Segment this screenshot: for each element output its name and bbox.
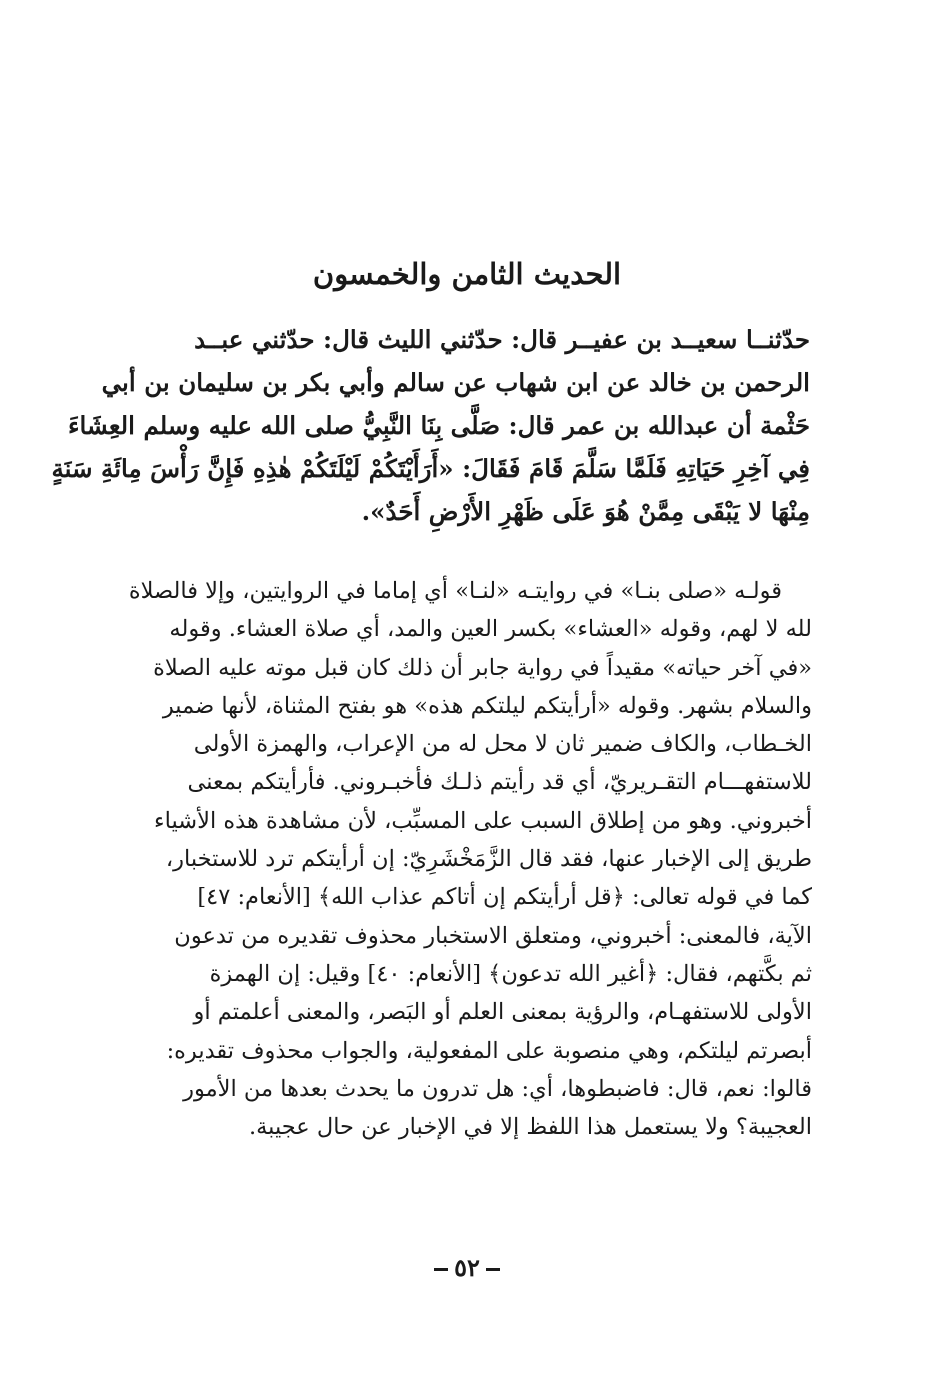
page-number [0, 1248, 934, 1288]
dash-decoration [486, 1268, 500, 1271]
dash-decoration [434, 1268, 448, 1271]
commentary-line: «في آخر حياته» مقيداً في رواية جابر أن ذلك كان قبل موته عليه الصلاة [153, 654, 812, 681]
commentary-line: قالوا: نعم، قال: فاضبطوها، أي: هل تدرون ما يحدث بعدها من الأمور [183, 1075, 812, 1102]
commentary-line: كما في قوله تعالى: ﴿قل أرأيتكم إن أتاكم عذاب الله﴾ [الأنعام: ٤٧] [197, 884, 812, 911]
hadith-line: حَثْمة أن عبدالله بن عمر قال: صَلَّى بِنَا النَّبِيُّ صلى الله عليه وسلم العِشَاءَ [67, 411, 810, 440]
commentary-line: أبصرتم ليلتكم، وهي منصوبة على المفعولية، والجواب محذوف تقديره: [166, 1037, 812, 1064]
commentary-text [128, 572, 812, 1146]
hadith-text [51, 318, 810, 533]
commentary-line: قولـه «صلى بنـا» في روايتـه «لنـا» أي إماما في الروايتين، وإلا فالصلاة [128, 578, 782, 604]
commentary-line: طريق إلى الإخبار عنها، فقد قال الزَّمَخْشَرِيّ: إن أرأيتكم ترد للاستخبار، [165, 846, 812, 873]
hadith-line: حدّثنــا سعيــد بن عفيــر قال: حدّثني الليث قال: حدّثني عبــد [194, 325, 810, 354]
hadith-line: الرحمن بن خالد عن ابن شهاب عن سالم وأبي بكر بن سليمان بن أبي [101, 368, 810, 397]
hadith-line: مِنْهَا لا يَبْقَى مِمَّنْ هُوَ عَلَى ظَهْرِ الأَرْضِ أَحَدٌ». [361, 497, 810, 526]
commentary-line: أخبروني. وهو من إطلاق السبب على المسبِّب، لأن مشاهدة هذه الأشياء [154, 807, 812, 834]
hadith-heading: الحديث الثامن والخمسون [312, 257, 622, 291]
commentary-line: الخـطاب، والكاف ضمير ثان لا محل له من الإعراب، والهمزة الأولى [193, 731, 812, 758]
page-number-value: ٥٢ [454, 1253, 480, 1282]
hadith-line: فِي آخِرِ حَيَاتِهِ فَلَمَّا سَلَّمَ قَامَ فَقَالَ: «أَرَأَيْتَكُمْ لَيْلَتَكُمْ هٰذِهِ فَإِنَّ رَأْسَ مِائَةِ سَنَةٍ [51, 454, 810, 483]
commentary-line: العجيبة؟ ولا يستعمل هذا اللفظ إلا في الإخبار عن حال عجيبة. [248, 1114, 812, 1141]
commentary-line: لله لا لهم، وقوله «العشاء» بكسر العين والمد، أي صلاة العشاء. وقوله [169, 616, 812, 643]
commentary-line: الأولى للاستفهـام، والرؤية بمعنى العلم أو البَصر، والمعنى أعلمتم أو [193, 999, 812, 1026]
commentary-line: ثم بكَّتهم، فقال: ﴿أغير الله تدعون﴾ [الأنعام: ٤٠] وقيل: إن الهمزة [209, 960, 812, 987]
commentary-line: للاستفهـــام التقـريريّ، أي قد رأيتم ذلـك فأخبـروني. فأرأيتكم بمعنى [187, 769, 812, 796]
commentary-line: الآية، فالمعنى: أخبروني، ومتعلق الاستخبار محذوف تقديره من تدعون [174, 922, 812, 949]
commentary-line: والسلام بشهر. وقوله «أرأيتكم ليلتكم هذه» هو بفتح المثناة، لأنها ضمير [162, 692, 812, 719]
